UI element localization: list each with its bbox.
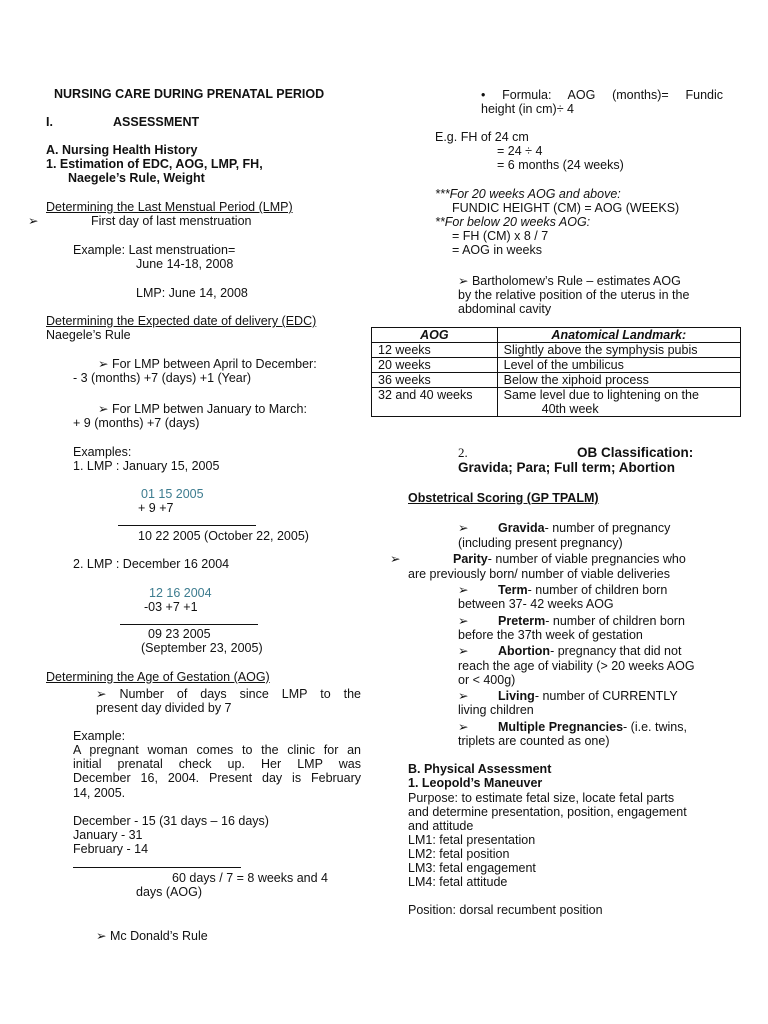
- multiple-line1: [498, 720, 687, 734]
- divider-line: [118, 525, 256, 526]
- table-cell: 20 weeks: [372, 358, 498, 373]
- item-estimation-line2: Naegele’s Rule, Weight: [68, 171, 205, 185]
- parity-desc: - number of viable pregnancies who: [487, 552, 686, 566]
- arrow-icon: ➢: [458, 644, 469, 658]
- example-label: Example:: [73, 729, 126, 743]
- example1-lmp: 1. LMP : January 15, 2005: [73, 459, 220, 473]
- table-cell: Below the xiphoid process: [497, 373, 740, 388]
- table-cell-line1: Same level due to lightening on the: [503, 388, 699, 402]
- lmp-definition: First day of last menstruation: [91, 214, 252, 228]
- calc-december: December - 15 (31 days – 16 days): [73, 814, 269, 828]
- calc-january: January - 31: [73, 828, 143, 842]
- term-term: Term: [498, 583, 528, 597]
- rule2-line2: + 9 (months) +7 (days): [73, 416, 200, 430]
- naegele-rule: Naegele’s Rule: [46, 328, 131, 342]
- table-cell-line2: 40th week: [541, 402, 599, 416]
- aog-heading: Determining the Age of Gestation (AOG): [46, 670, 270, 684]
- gp-tpalm-heading: Obstetrical Scoring (GP TPALM): [408, 491, 599, 505]
- subsection-nursing-history: A. Nursing Health History: [46, 143, 198, 157]
- arrow-icon: ➢: [458, 614, 469, 628]
- calc-result-line2: days (AOG): [136, 885, 202, 899]
- abortion-line1: [498, 644, 681, 658]
- arrow-icon: ➢: [458, 689, 469, 703]
- gravida-desc: - number of pregnancy: [544, 521, 671, 535]
- gravida-line1: [498, 521, 670, 535]
- position-text: Position: dorsal recumbent position: [408, 903, 603, 917]
- table-cell: 32 and 40 weeks: [372, 388, 498, 417]
- example-text-line1: A pregnant woman comes to the clinic for an: [73, 743, 361, 757]
- example1-numbers: 01 15 2005: [141, 487, 204, 501]
- living-line1: [498, 689, 678, 703]
- note-aog-weeks: = AOG in weeks: [452, 243, 542, 257]
- lmp-example-line2: June 14-18, 2008: [136, 257, 234, 271]
- aog-rule-line1: ➢ Number of days since LMP to the: [96, 687, 361, 701]
- page-title: NURSING CARE DURING PRENATAL PERIOD: [54, 87, 325, 101]
- bullet-arrow-icon: ➢: [28, 214, 39, 228]
- abortion-line3: or < 400g): [458, 673, 516, 687]
- lmp-example-result: LMP: June 14, 2008: [136, 286, 248, 300]
- divider-line: [73, 867, 241, 868]
- preterm-desc: - number of children born: [545, 614, 685, 628]
- purpose-line2: and determine presentation, position, engagement: [408, 805, 687, 819]
- eg-line2: = 24 ÷ 4: [497, 144, 543, 158]
- preterm-term: Preterm: [498, 614, 546, 628]
- table-cell: Level of the umbilicus: [497, 358, 740, 373]
- multiple-term: Multiple Pregnancies: [498, 720, 624, 734]
- note-fh-formula: = FH (CM) x 8 / 7: [452, 229, 549, 243]
- aog-rule-line2: present day divided by 7: [96, 701, 232, 715]
- example2-result: 09 23 2005: [148, 627, 211, 641]
- mcdonald-rule: ➢ Mc Donald’s Rule: [96, 929, 208, 943]
- aog-landmark-table: [371, 327, 741, 417]
- lm4: LM4: fetal attitude: [408, 875, 508, 889]
- note-below-20-weeks: **For below 20 weeks AOG:: [435, 215, 591, 229]
- table-cell: Slightly above the symphysis pubis: [497, 343, 740, 358]
- gravida-line2: (including present pregnancy): [458, 536, 623, 550]
- edc-heading: Determining the Expected date of delivery (EDC): [46, 314, 317, 328]
- formula-line1: • Formula: AOG (months)= Fundic: [481, 88, 723, 102]
- example2-numbers: 12 16 2004: [149, 586, 212, 600]
- section-number: I.: [46, 115, 53, 129]
- table-cell: [497, 388, 740, 417]
- ob-classification-title: OB Classification:: [577, 445, 694, 460]
- item-estimation-line1: 1. Estimation of EDC, AOG, LMP, FH,: [46, 157, 263, 171]
- table-cell: 12 weeks: [372, 343, 498, 358]
- note-20-weeks-above: ***For 20 weeks AOG and above:: [435, 187, 621, 201]
- example1-additions: + 9 +7: [138, 501, 174, 515]
- table-header-landmark: Anatomical Landmark:: [497, 328, 740, 343]
- ob-number: 2.: [458, 445, 468, 460]
- abortion-desc: - pregnancy that did not: [550, 644, 682, 658]
- table-row: [372, 388, 741, 417]
- table-row: [372, 373, 741, 388]
- purpose-line1: Purpose: to estimate fetal size, locate fetal parts: [408, 791, 675, 805]
- multiple-line2: triplets are counted as one): [458, 734, 610, 748]
- bartholomew-line2: by the relative position of the uterus in the: [458, 288, 690, 302]
- calc-result-line1: 60 days / 7 = 8 weeks and 4: [172, 871, 329, 885]
- table-row: [372, 358, 741, 373]
- term-desc: - number of children born: [527, 583, 668, 597]
- parity-line1: [453, 552, 686, 566]
- lm1: LM1: fetal presentation: [408, 833, 536, 847]
- multiple-desc: - (i.e. twins,: [623, 720, 687, 734]
- rule1-line2: - 3 (months) +7 (days) +1 (Year): [73, 371, 252, 385]
- arrow-icon: ➢: [458, 720, 469, 734]
- preterm-line2: before the 37th week of gestation: [458, 628, 643, 642]
- note-fundic-height: FUNDIC HEIGHT (CM) = AOG (WEEKS): [452, 201, 680, 215]
- parity-term: Parity: [453, 552, 488, 566]
- example1-result: 10 22 2005 (October 22, 2005): [138, 529, 309, 543]
- example2-lmp: 2. LMP : December 16 2004: [73, 557, 230, 571]
- rule2-line1: ➢ For LMP betwen January to March:: [98, 402, 307, 416]
- calc-february: February - 14: [73, 842, 149, 856]
- ob-classification-sub: Gravida; Para; Full term; Abortion: [458, 460, 676, 475]
- living-term: Living: [498, 689, 535, 703]
- table-header-row: [372, 328, 741, 343]
- arrow-icon: ➢: [458, 583, 469, 597]
- divider-line: [120, 624, 258, 625]
- physical-assessment-heading: B. Physical Assessment: [408, 762, 552, 776]
- gravida-term: Gravida: [498, 521, 545, 535]
- table-cell: 36 weeks: [372, 373, 498, 388]
- living-line2: living children: [458, 703, 534, 717]
- abortion-term: Abortion: [498, 644, 551, 658]
- preterm-line1: [498, 614, 685, 628]
- parity-line2: are previously born/ number of viable deliveries: [408, 567, 670, 581]
- arrow-icon: ➢: [458, 521, 469, 535]
- lm2: LM2: fetal position: [408, 847, 510, 861]
- living-desc: - number of CURRENTLY: [534, 689, 678, 703]
- leopold-heading: 1. Leopold’s Maneuver: [408, 776, 543, 790]
- bartholomew-line3: abdominal cavity: [458, 302, 552, 316]
- eg-line1: E.g. FH of 24 cm: [435, 130, 529, 144]
- examples-label: Examples:: [73, 445, 132, 459]
- table-header-aog: AOG: [372, 328, 498, 343]
- eg-line3: = 6 months (24 weeks): [497, 158, 624, 172]
- example2-date: (September 23, 2005): [141, 641, 263, 655]
- formula-line2: height (in cm)÷ 4: [481, 102, 575, 116]
- bartholomew-line1: ➢ Bartholomew’s Rule – estimates AOG: [458, 274, 681, 288]
- example-text-line4: 14, 2005.: [73, 786, 126, 800]
- example2-additions: -03 +7 +1: [144, 600, 198, 614]
- section-title-assessment: ASSESSMENT: [113, 115, 200, 129]
- table-row: [372, 343, 741, 358]
- purpose-line3: and attitude: [408, 819, 474, 833]
- example-text-line2: initial prenatal check up. Her LMP was: [73, 757, 361, 771]
- rule1-line1: ➢ For LMP between April to December:: [98, 357, 317, 371]
- example-text-line3: December 16, 2004. Present day is February: [73, 771, 361, 785]
- lm3: LM3: fetal engagement: [408, 861, 536, 875]
- lmp-heading: Determining the Last Menstual Period (LMP): [46, 200, 293, 214]
- term-line1: [498, 583, 667, 597]
- lmp-example-line1: Example: Last menstruation=: [73, 243, 236, 257]
- term-line2: between 37- 42 weeks AOG: [458, 597, 614, 611]
- abortion-line2: reach the age of viability (> 20 weeks AOG: [458, 659, 695, 673]
- arrow-icon: ➢: [390, 552, 401, 566]
